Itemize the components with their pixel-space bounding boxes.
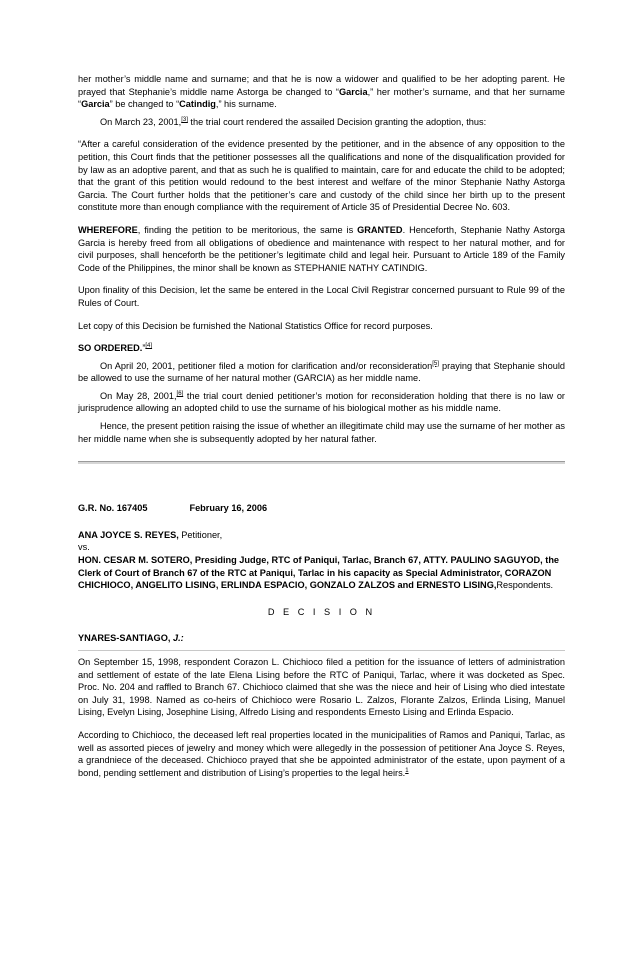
footnote-link-6[interactable]: [6]: [176, 390, 184, 397]
ponente-title: J.:: [172, 633, 184, 644]
respondents-block: [78, 554, 565, 592]
footnote-link-3[interactable]: [3]: [181, 116, 188, 123]
text-run: On March 23, 2001,: [100, 116, 182, 127]
petitioner-role: Petitioner,: [178, 529, 223, 540]
petitioner-name: ANA JOYCE S. REYES,: [78, 529, 179, 540]
text-run: the trial court rendered the assailed Decision granting the adoption, thus:: [187, 116, 487, 127]
case-number: G.R. No. 167405: [78, 503, 148, 514]
respondents-role: Respondents.: [496, 580, 554, 591]
text-run: ,” her mother’s surname, and that her surname “: [78, 86, 565, 110]
ponente-name: YNARES-SANTIAGO,: [78, 633, 171, 644]
text-run-bold: Garcia: [81, 99, 110, 110]
paragraph-adoption-prayer: [78, 73, 565, 111]
footnote-link-4[interactable]: [4]: [145, 343, 153, 350]
quote-consideration: “After a careful consideration of the evidence presented by the petitioner, and in the absence of any opposition to the petition, this Court finds that the petitioner possesses all the qualifications and none of the disqualification provided for by law as an adoptive parent, and that as such he is qualified to maintain, care for and educate the child to be adopted; that the grant of this petition would redound to the best interest and welfare of the minor Stephanie Nathy Astorga Garcia. The Court further holds that the petitioner’s care and custody of the child since her birth up to the present constitute more than enough compliance with the requirement of Article 35 of Presidential Decree No. 603.: [78, 139, 565, 213]
text-run: On May 28, 2001,: [100, 390, 177, 401]
document-page: [78, 73, 565, 779]
paragraph-motion-clarification: [78, 360, 565, 385]
text-run: . Henceforth, Stephanie Nathy Astorga Garcia is hereby freed from all obligations of obedience and maintenance with respect to her natural mother, and for civil purposes, shall henceforth be the petitioner’s legitimate child and legal heir. Pursuant to Article 189 of the Family Code of the Philippines, the minor shall be known as STEPHANIE NATHY CATINDIG.: [78, 224, 565, 273]
text-run: the trial court denied petitioner’s motion for reconsideration holding that there is no law or jurisprudence allowing an adopted child to use the surname of his biological mother as his middle name.: [78, 390, 565, 414]
text-run: ”: [142, 343, 146, 354]
case-number-line: [78, 502, 565, 515]
paragraph-motion-denied: [78, 390, 565, 415]
ponente-divider: [78, 650, 565, 651]
paragraph-chichioco-claim: [78, 729, 565, 779]
text-run: her mother’s middle name and surname; and that he is now a widower and qualified to be her adopting parent. He prayed that Stephanie’s middle name Astorga be changed to “: [78, 74, 565, 97]
quote-finality: Upon finality of this Decision, let the same be entered in the Local Civil Registrar concerned pursuant to Rule 99 of the Rules of Court.: [78, 285, 565, 308]
text-run: praying that Stephanie should be allowed to use the surname of her natural mother (GARCIA) as her middle name.: [78, 360, 566, 384]
ponente-line: [78, 632, 565, 645]
text-run: ,” his surname.: [215, 99, 277, 110]
quote-so-ordered: [78, 342, 565, 355]
quote-wherefore: [78, 224, 565, 274]
paragraph-present-petition: Hence, the present petition raising the issue of whether an illegitimate child may use the surname of her mother as her middle name when she is subsequently adopted by her natural father.: [78, 421, 565, 444]
text-run-bold: Catindig: [179, 99, 216, 110]
respondents-names: HON. CESAR M. SOTERO, Presiding Judge, RTC of Paniqui, Tarlac, Branch 67, ATTY. PAULINO SAGUYOD, the Clerk of Court of Branch 67 of the RTC at Paniqui, Tarlac in his capacity as Special Administrator, CORAZON CHICHIOCO, ANGELITO LISING, ERLINDA ESPACIO, GONZALO ZALZOS and ERNESTO LISING,: [78, 555, 560, 591]
text-run-bold: Garcia: [338, 86, 368, 97]
quote-copy: Let copy of this Decision be furnished the National Statistics Office for record purposes.: [78, 320, 433, 331]
case-date: February 16, 2006: [189, 503, 268, 514]
text-run-bold: SO ORDERED.: [78, 343, 143, 354]
text-run: On April 20, 2001, petitioner filed a motion for clarification and/or reconsideration: [100, 360, 433, 371]
footnote-link-5[interactable]: [5]: [432, 360, 439, 367]
text-run: , finding the petition to be meritorious, the same is: [137, 224, 358, 235]
section-divider: [78, 461, 565, 464]
text-run-bold: GRANTED: [357, 224, 403, 235]
text-run: ” be changed to “: [109, 99, 180, 110]
text-run-bold: WHEREFORE: [78, 224, 138, 235]
paragraph-petition-filed: On September 15, 1998, respondent Corazon L. Chichioco filed a petition for the issuance of letters of administration and settlement of estate of the late Elena Lising before the RTC of Paniqui, Tarlac, where it was docketed as Spec. Proc. No. 204 and raffled to Branch 67. Chichioco claimed that she was the niece and heir of Lising who died intestate on July 31, 1998. Named as co-heirs of Chichioco were Rosario L. Zalzos, Florante Zalzos, Erlinda Lising, Manuel Lising, Evelyn Lising, Josephine Lising, Alfredo Lising and respondents Ernesto Lising and Erlinda Espacio.: [78, 657, 565, 718]
petitioner-line: [78, 529, 565, 542]
footnote-link-1[interactable]: 1: [405, 767, 409, 774]
versus: vs.: [78, 542, 90, 553]
text-run: According to Chichioco, the deceased left real properties located in the municipalities of Ramos and Paniqui, Tarlac, as well as assorted pieces of jewelry and money which were allegedly in the possession of petitioner Ana Joyce S. Reyes, a grandniece of the deceased. Chichioco prayed that she be appointed administrator of the estate, upon payment of a bond, pending settlement and distribution of Lising’s properties to the legal heirs.: [78, 729, 565, 778]
paragraph-trial-court-decision: [78, 116, 565, 129]
decision-heading: D E C I S I O N: [267, 606, 376, 617]
